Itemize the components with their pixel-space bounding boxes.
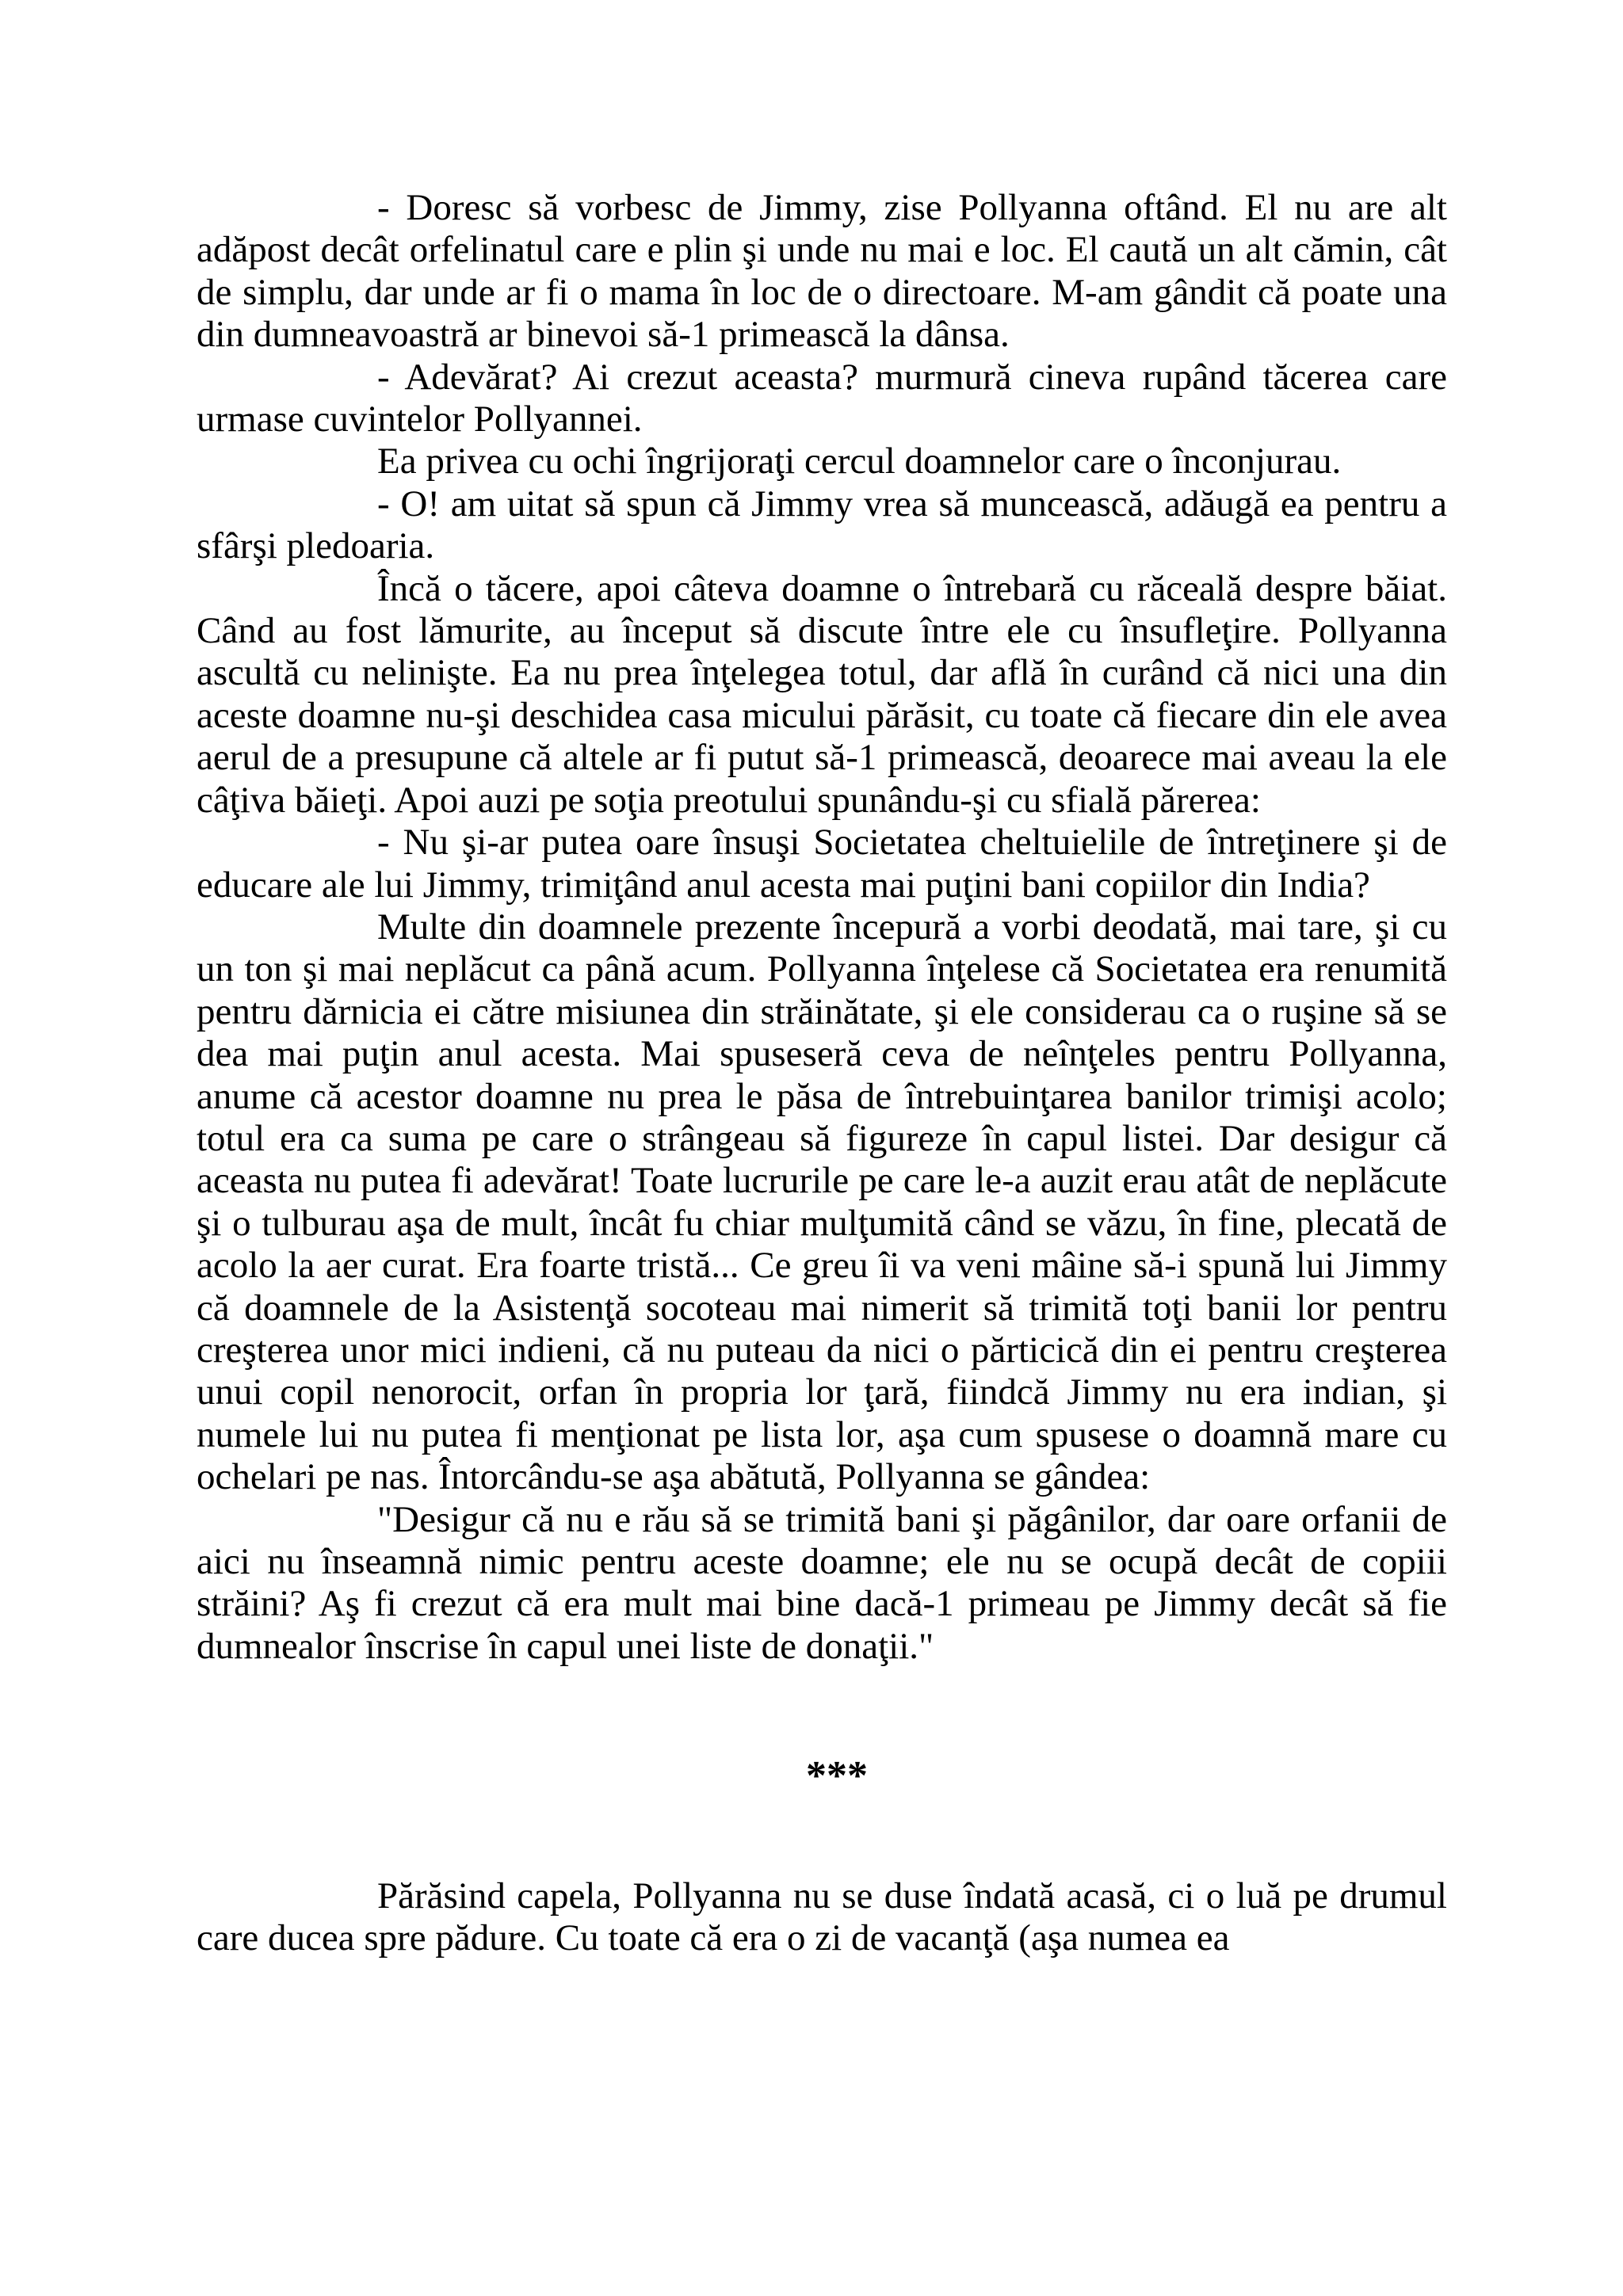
paragraph-leaving-chapel: Părăsind capela, Pollyanna nu se duse îndată acasă, ci o luă pe drumul care ducea spre pădure. Cu toate că era o zi de vacanţă (aşa numea ea [197,1875,1447,1959]
paragraph-society-question: - Nu şi-ar putea oare însuşi Societatea cheltuielile de întreţinere şi de educare ale lui Jimmy, trimiţând anul acesta mai puţini bani copiilor din India? [197,822,1447,906]
paragraph-ladies-react: Multe din doamnele prezente începură a vorbi deodată, mai tare, şi cu un ton şi mai neplăcut ca până acum. Pollyanna înţelese că Societatea era renumită pentru dărnicia ei către misiunea din străinătate, şi ele considerau ca o ruşine să se dea mai puţin anul acesta. Mai spuseseră ceva de neînţeles pentru Pollyanna, anume că acestor doamne nu prea le păsa de întrebuinţarea banilor trimişi acolo; totul era ca suma pe care o strângeau să figureze în capul listei. Dar desigur că aceasta nu putea fi adevărat! Toate lucrurile pe care le-a auzit erau atât de neplăcute şi o tulburau aşa de mult, încât fu chiar mulţumită când se văzu, în fine, plecată de acolo la aer curat. Era foarte tristă... Ce greu îi va veni mâine să-i spună lui Jimmy că doamnele de la Asistenţă socoteau mai nimerit să trimită toţi banii lor pentru creşterea unor mici indieni, că nu puteau da nici o părticică din ei pentru creşterea unui copil nenorocit, orfan în propria lor ţară, fiindcă Jimmy nu era indian, şi numele lui nu putea fi menţionat pe lista lor, aşa cum spusese o doamnă mare cu ochelari pe nas. Întorcându-se aşa abătută, Pollyanna se gândea: [197,906,1447,1498]
paragraph-jimmy-request: - Doresc să vorbesc de Jimmy, zise Pollyanna oftând. El nu are alt adăpost decât orfelinatul care e plin şi unde nu mai e loc. El caută un alt cămin, cât de simplu, dar unde ar fi o mama în loc de o directoare. M-am gândit că poate una din dumneavoastră ar binevoi să-1 primească la dânsa. [197,187,1447,356]
paragraph-silence-broken: - Adevărat? Ai crezut aceasta? murmură cineva rupând tăcerea care urmase cuvintelor Pollyannei. [197,356,1447,441]
paragraph-jimmy-work: - O! am uitat să spun că Jimmy vrea să muncească, adăugă ea pentru a sfârşi pledoaria. [197,482,1447,567]
document-page [197,187,1447,1959]
section-separator: *** [806,1753,868,1799]
paragraph-pollyanna-thought: "Desigur că nu e rău să se trimită bani şi păgânilor, dar oare orfanii de aici nu înseamnă nimic pentru aceste doamne; ele nu se ocupă decât de copiii străini? Aş fi crezut că era mult mai bine dacă-1 primeau pe Jimmy decât să fie dumnealor înscrise în capul unei liste de donaţii." [197,1498,1447,1667]
paragraph-worried-look: Ea privea cu ochi îngrijoraţi cercul doamnelor care o înconjurau. [377,441,1342,482]
paragraph-ladies-discuss: Încă o tăcere, apoi câteva doamne o întrebară cu răceală despre băiat. Când au fost lămurite, au început să discute între ele cu însufleţire. Pollyanna ascultă cu nelinişte. Ea nu prea înţelegea totul, dar află în curând că nici una din aceste doamne nu-şi deschidea casa micului părăsit, cu toate că fiecare din ele avea aerul de a presupune că altele ar fi putut să-1 primească, deoarece mai aveau la ele câţiva băieţi. Apoi auzi pe soţia preotului spunându-şi cu sfială părerea: [197,567,1447,821]
